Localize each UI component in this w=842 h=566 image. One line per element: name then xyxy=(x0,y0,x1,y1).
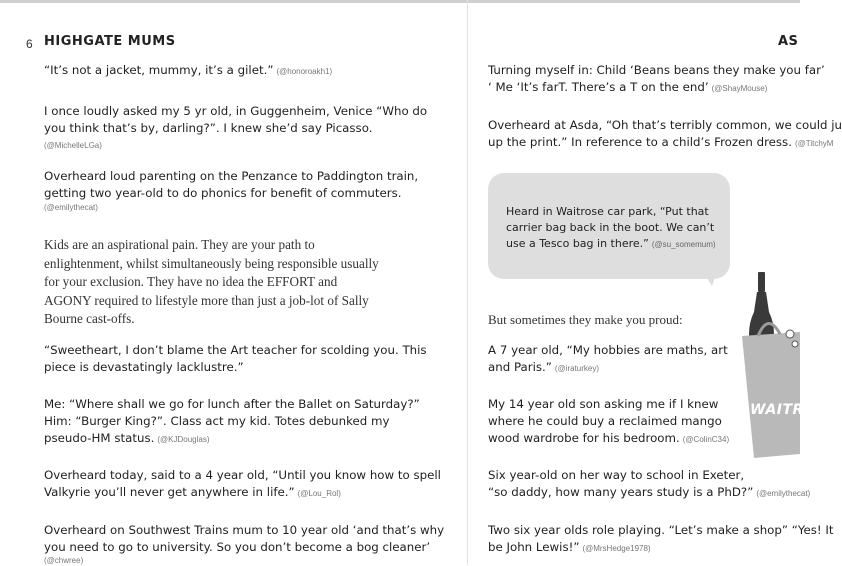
quote-line: piece is devastatingly lacklustre.” xyxy=(44,360,244,374)
quote-line: Overheard at Asda, “Oh that’s terribly common, we could ju xyxy=(488,118,842,132)
essay-line: Bourne cast-offs. xyxy=(44,311,135,326)
quote-line: Overheard on Southwest Trains mum to 10 year old ‘and that’s why xyxy=(44,523,445,537)
quote-mango-wardrobe xyxy=(488,396,729,448)
quote-line: Overheard today, said to a 4 year old, “Until you know how to spell xyxy=(44,468,441,482)
quote-handle: (@honoroakh1) xyxy=(276,67,333,76)
quote-handle: (@ShayMouse) xyxy=(711,84,768,93)
quote-asda xyxy=(488,117,842,152)
quote-line: you need to go to university. So you don’t become a bog cleaner’ xyxy=(44,540,431,554)
quote-line: ‘ Me ‘It’s farT. There’s a T on the end’ xyxy=(488,80,709,94)
quote-line: My 14 year old son asking me if I knew xyxy=(488,397,719,411)
quote-gilet xyxy=(44,62,332,80)
quote-guggenheim xyxy=(44,103,427,154)
quote-phd xyxy=(488,467,810,502)
quote-handle: (@emilythecat) xyxy=(756,489,811,498)
essay-line: enlightenment, whilst simultaneously being responsible usually xyxy=(44,255,379,271)
quote-handle: (@su_somemum) xyxy=(651,240,716,249)
quote-handle: (@TitchyM xyxy=(794,139,834,148)
quote-valkyrie xyxy=(44,467,441,502)
quote-handle: (@emilythecat) xyxy=(44,203,98,212)
essay-line: AGONY required to lifestyle more than just a job-lot of Sally xyxy=(44,292,369,308)
page-number: 6 xyxy=(26,37,33,51)
quote-line: Valkyrie you’ll never get anywhere in life.” xyxy=(44,485,295,499)
quote-handle: (@iraturkey) xyxy=(554,364,600,373)
quote-penzance-train xyxy=(44,168,418,213)
running-head-right: AS xyxy=(778,34,799,49)
top-edge-divider xyxy=(0,0,800,3)
quote-handle: (@KJDouglas) xyxy=(157,435,210,444)
wine-bottle-and-waitrose-bag-icon xyxy=(728,272,804,462)
quote-handle: (@chwree) xyxy=(44,556,84,565)
quote-line: where he could buy a reclaimed mango xyxy=(488,414,722,428)
quote-line: A 7 year old, “My hobbies are maths, art xyxy=(488,343,728,357)
quote-line: Me: “Where shall we go for lunch after the Ballet on Saturday?” xyxy=(44,397,420,411)
bag-label: WAITR xyxy=(750,402,804,418)
quote-line: you think that’s by, darling?”. I knew she’d say Picasso. xyxy=(44,121,373,135)
carrier-bag-icon xyxy=(742,323,804,458)
quote-john-lewis xyxy=(488,522,833,557)
quote-line: Overheard loud parenting on the Penzance to Paddington train, xyxy=(44,169,419,183)
speech-bubble-tail xyxy=(700,268,718,286)
essay-paragraph xyxy=(44,236,379,329)
quote-handle: (@MichelleLGa) xyxy=(44,141,102,150)
essay-line: Kids are an aspirational pain. They are your path to xyxy=(44,237,315,252)
running-head-left: HIGHGATE MUMS xyxy=(44,34,176,49)
quote-line: carrier bag back in the boot. We can’t xyxy=(506,221,715,234)
quote-line: wood wardrobe for his bedroom. xyxy=(488,431,680,445)
speech-bubble-quote xyxy=(506,204,716,253)
intro-text: But sometimes they make you proud: xyxy=(488,312,683,327)
essay-line: for your exclusion. They have no idea the EFFORT and xyxy=(44,274,338,289)
quote-art-teacher xyxy=(44,342,427,376)
quote-line: and Paris.” xyxy=(488,360,552,374)
quote-line: pseudo-HM status. xyxy=(44,431,155,445)
quote-hobbies xyxy=(488,342,728,377)
quote-line: Six year-old on her way to school in Exeter, xyxy=(488,468,745,482)
quote-line: Him: “Burger King?”. Class act my kid. Totes debunked my xyxy=(44,414,390,428)
quote-burger-king xyxy=(44,396,420,448)
quote-line: Two six year olds role playing. “Let’s make a shop” “Yes! It xyxy=(488,523,834,537)
quote-text: “It’s not a jacket, mummy, it’s a gilet.” xyxy=(44,63,274,77)
quote-line: be John Lewis!” xyxy=(488,540,580,554)
quote-line: I once loudly asked my 5 yr old, in Guggenheim, Venice “Who do xyxy=(44,104,428,118)
quote-southwest-trains xyxy=(44,522,444,566)
quote-line: “so daddy, how many years study is a PhD?” xyxy=(488,485,754,499)
quote-beans xyxy=(488,62,825,97)
quote-handle: (@ColinC34) xyxy=(682,435,730,444)
quote-line: Heard in Waitrose car park, “Put that xyxy=(506,205,709,218)
quote-handle: (@Lou_Rol) xyxy=(297,489,341,498)
quote-handle: (@MrsHedge1978) xyxy=(582,544,651,553)
page-gutter xyxy=(467,0,468,565)
quote-line: “Sweetheart, I don’t blame the Art teacher for scolding you. This xyxy=(44,343,427,357)
quote-line: up the print.” In reference to a child’s Frozen dress. xyxy=(488,135,792,149)
quote-line: Turning myself in: Child ‘Beans beans they make you far’ xyxy=(488,63,825,77)
quote-line: getting two year-old to do phonics for benefit of commuters. xyxy=(44,186,402,200)
quote-line: use a Tesco bag in there.” xyxy=(506,237,649,250)
